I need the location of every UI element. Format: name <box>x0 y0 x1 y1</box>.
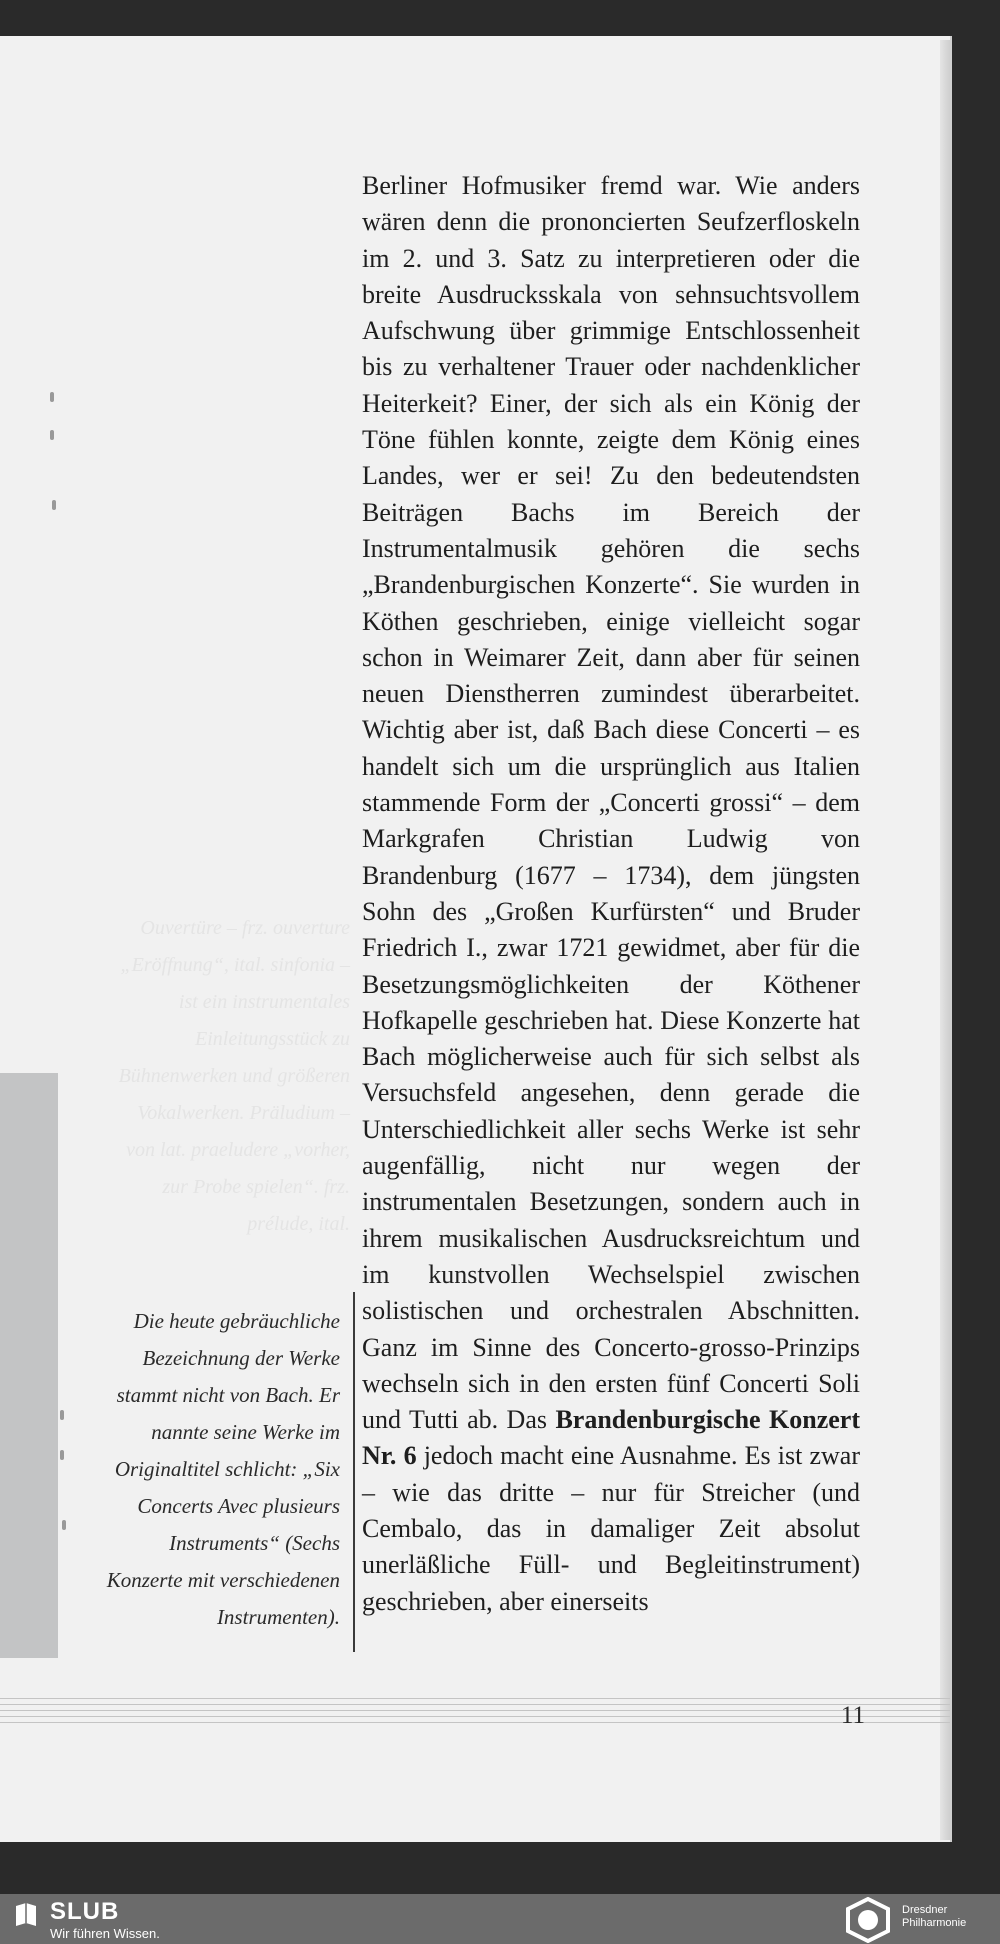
bold-term: Brandenburgische Konzert Nr. 6 <box>362 1405 860 1471</box>
body-paragraph <box>362 168 860 1620</box>
slub-tagline: Wir führen Wissen. <box>50 1926 160 1941</box>
binding-mark <box>60 1450 64 1460</box>
page-edge <box>940 40 950 1840</box>
body-text-part1: Berliner Hofmusiker fremd war. Wie anders wären denn die prononcierten Seufzerfloskeln im 2. und 3. Satz zu interpretieren oder die breite Ausdrucksskala von sehnsuchtsvollem Aufschwung über grimmige Entschlossenheit bis zu verhaltener Trauer oder nachdenklicher Heiterkeit? Einer, der sich als ein König der Töne fühlen konnte, zeigte dem König eines Landes, wer er sei! Zu den bedeutendsten Beiträgen Bachs im Bereich der Instrumentalmusik gehören die sechs „Brandenburgischen Konzerte“. Sie wurden in Köthen geschrieben, einige vielleicht sogar schon in Weimarer Zeit, dann aber für seinen neuen Dienstherren zumindest überarbeitet. Wichtig aber ist, daß Bach diese Concerti – es handelt sich um die ursprünglich aus Italien stammende Form der „Concerti grossi“ – dem Markgrafen Christian Ludwig von Brandenburg (1677 – 1734), dem jüngsten Sohn des „Großen Kurfürsten“ und Bruder Friedrich I., zwar 1721 gewidmet, aber für die Besetzungsmöglichkeiten der Köthener Hofkapelle geschrieben hat. Diese Konzerte hat Bach möglicherweise auch für sich selbst als Versuchsfeld angesehen, denn gerade die Unterschiedlichkeit aller sechs Werke ist sehr augenfällig, nicht nur wegen der instrumentalen Besetzungen, sondern auch in ihrem musikalischen Ausdrucksreichtum und im kunstvollen Wechselspiel zwischen solistischen und orchestralen Abschnitten. Ganz im Sinne des Concerto-grosso-Prinzips wechseln sich in den ersten fünf Concerti Soli und Tutti ab. Das <box>362 171 860 1435</box>
body-text-part2: jedoch macht eine Ausnahme. Es ist zwar – wie das dritte – nur für Streicher (und Cembalo, das in damaliger Zeit absolut unerläßliche Füll- und Begleitinstrument) geschrieben, aber einerseits <box>362 1441 860 1616</box>
grey-margin-block <box>0 1073 58 1658</box>
bleed-through-text: Ouvertüre – frz. ouverture „Eröffnung“, ital. sinfonia – ist ein instrumentales Einleitungsstück zu Bühnenwerken und größeren Vokalwerken. Präludium – von lat. praeludere „vorher, zur Probe spielen“. frz. prélude, ital. <box>118 917 350 1235</box>
main-text-column <box>362 168 860 1620</box>
binding-mark <box>50 392 54 402</box>
binding-mark <box>52 500 56 510</box>
binding-mark <box>60 1410 64 1420</box>
binding-mark <box>62 1520 66 1530</box>
binding-mark <box>50 430 54 440</box>
philharmonie-logo-icon <box>842 1897 894 1943</box>
philharmonie-name[interactable]: Dresdner Philharmonie <box>902 1904 967 1929</box>
sidebar-note: Die heute gebräuchliche Bezeichnung der Werke stammt nicht von Bach. Er nannte seine Werke im Originaltitel schlicht: „Six Concerts Avec plusieurs Instruments“ (Sechs Konzerte mit verschiedenen Instrumenten). <box>106 1309 340 1629</box>
sidebar-divider <box>353 1292 355 1652</box>
page-number: 11 <box>840 1702 865 1729</box>
slub-book-icon <box>14 1902 38 1928</box>
decorative-staff-lines <box>0 1698 950 1728</box>
slub-logo-text[interactable]: SLUB <box>50 1898 120 1925</box>
